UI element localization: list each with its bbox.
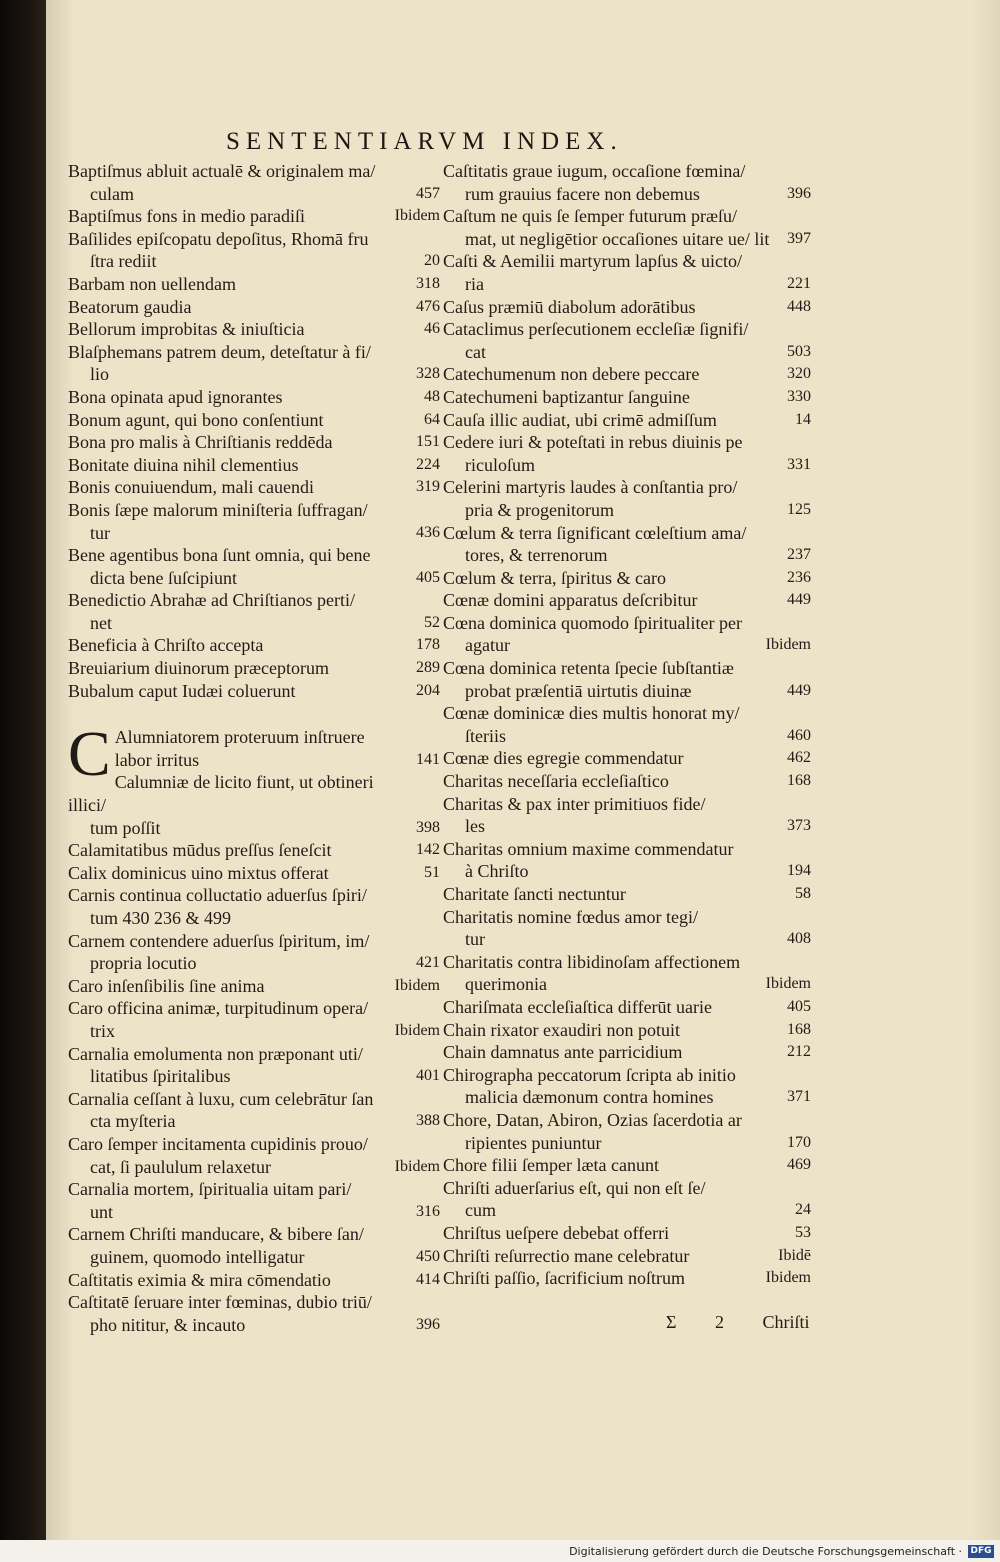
funding-credit: Digitalisierung gefördert durch die Deutsche Forschungsgemeinschaft · bbox=[569, 1545, 962, 1558]
index-entry bbox=[443, 1064, 811, 1109]
page-reference: Ibidem bbox=[765, 975, 811, 993]
entry-text: Bonis conuiuendum, mali cauendi bbox=[68, 477, 314, 498]
index-entry bbox=[68, 1269, 440, 1292]
page-reference: Ibidem bbox=[394, 1021, 440, 1039]
page-reference: 331 bbox=[787, 455, 811, 473]
page-reference: 398 bbox=[416, 818, 440, 836]
entry-text: Celerini martyris laudes à conſtantia pro/ bbox=[443, 477, 738, 498]
entry-text: Charitate ſancti nectuntur bbox=[443, 884, 626, 904]
page-reference: 289 bbox=[416, 659, 440, 677]
page-reference: 396 bbox=[787, 184, 811, 202]
index-entry bbox=[68, 1223, 440, 1268]
page-reference: 460 bbox=[787, 726, 811, 744]
entry-text: Calamitatibus mūdus preſſus ſeneſcit bbox=[68, 840, 332, 861]
entry-continuation: probat præſentiā uirtutis diuinæ bbox=[465, 680, 692, 701]
entry-text: Chore filii ſemper læta canunt bbox=[443, 1155, 659, 1176]
index-entry bbox=[68, 718, 440, 790]
entry-text: Carnalia emolumenta non præponant uti/ bbox=[68, 1043, 363, 1064]
entry-text: Baptiſmus abluit actualē & originalem ma/ bbox=[68, 161, 376, 181]
page-reference: 330 bbox=[787, 387, 811, 405]
index-entry bbox=[68, 454, 440, 477]
page-reference: 318 bbox=[416, 274, 440, 292]
entry-text: Charitas omnium maxime commendatur bbox=[443, 838, 734, 859]
page-reference: 457 bbox=[416, 184, 440, 202]
index-entry bbox=[443, 160, 811, 205]
entry-continuation: tum 430 236 & 499 bbox=[90, 908, 232, 928]
entry-continuation: cta myſteria bbox=[90, 1111, 176, 1132]
entry-continuation: cat bbox=[465, 341, 486, 362]
page-reference: Ibidem bbox=[394, 207, 440, 225]
entry-text: Baſilides epiſcopatu depoſitus, Rhomā fru bbox=[68, 228, 369, 249]
index-entry bbox=[68, 634, 440, 657]
right-column bbox=[443, 160, 811, 1290]
entry-text: Baptiſmus fons in medio paradiſi bbox=[68, 206, 305, 227]
page-reference: 178 bbox=[416, 636, 440, 654]
page-reference: 388 bbox=[416, 1112, 440, 1130]
dfg-logo-icon: DFG bbox=[968, 1545, 994, 1558]
index-entry bbox=[68, 341, 440, 386]
entry-text: Cœnæ dominicæ dies multis honorat my/ bbox=[443, 703, 740, 724]
entry-text: Cœlum & terra ſignificant cœleſtium ama/ bbox=[443, 522, 747, 543]
index-entry bbox=[443, 1267, 811, 1290]
index-entry bbox=[443, 386, 811, 409]
page-reference: 53 bbox=[795, 1223, 811, 1241]
entry-text: Chriſti paſſio, ſacrificium noſtrum bbox=[443, 1268, 685, 1289]
page-reference: 48 bbox=[424, 387, 440, 405]
entry-text: Chriſtus ueſpere debebat offerri bbox=[443, 1222, 670, 1243]
page-reference: 221 bbox=[787, 274, 811, 292]
entry-text: Cœna dominica quomodo ſpiritualiter per bbox=[443, 612, 742, 633]
entry-text: Carnalia ceſſant à luxu, cum celebrātur ſan bbox=[68, 1088, 374, 1109]
index-entry bbox=[68, 930, 440, 975]
index-entry bbox=[443, 363, 811, 386]
entry-text: Cauſa illic audiat, ubi crimē admiſſum bbox=[443, 409, 717, 430]
entry-continuation: culam bbox=[90, 183, 134, 204]
page-reference: Ibidē bbox=[778, 1246, 811, 1264]
index-entry bbox=[68, 318, 440, 341]
entry-continuation: net bbox=[90, 612, 112, 633]
page-reference: 503 bbox=[787, 342, 811, 360]
entry-text: Beatorum gaudia bbox=[68, 296, 192, 317]
index-entry bbox=[68, 680, 440, 703]
index-entry bbox=[443, 476, 811, 521]
entry-text: Bona pro malis à Chriſtianis reddēda bbox=[68, 432, 333, 453]
page-reference: 396 bbox=[416, 1315, 440, 1333]
index-entry bbox=[68, 409, 440, 432]
entry-text: Beneficia à Chriſto accepta bbox=[68, 635, 264, 656]
page-reference: 405 bbox=[787, 997, 811, 1015]
page-reference: 319 bbox=[416, 478, 440, 496]
page-reference: 58 bbox=[795, 885, 811, 902]
entry-text: Chore, Datan, Abiron, Ozias ſacerdotia ar bbox=[443, 1109, 742, 1130]
index-entry bbox=[443, 250, 811, 295]
page-reference: 170 bbox=[787, 1133, 811, 1151]
entry-text: Bonitate diuina nihil clementius bbox=[68, 454, 299, 475]
entry-text: Caſtitatis eximia & mira cōmendatio bbox=[68, 1269, 331, 1290]
entry-continuation: ſteriis bbox=[465, 725, 506, 746]
page-reference: 397 bbox=[787, 229, 811, 247]
page-reference: 64 bbox=[424, 410, 440, 428]
entry-continuation: unt bbox=[90, 1201, 114, 1222]
index-entry bbox=[68, 544, 440, 589]
catchword: Chriſti bbox=[762, 1312, 810, 1332]
page-reference: 46 bbox=[424, 320, 440, 338]
page-reference: 236 bbox=[787, 568, 811, 586]
entry-text: Cataclimus perſecutionem eccleſiæ ſignifi/ bbox=[443, 319, 749, 340]
index-entry bbox=[443, 1245, 811, 1268]
index-entry bbox=[443, 770, 811, 793]
index-entry bbox=[443, 1109, 811, 1154]
entry-continuation: rum grauius facere non debemus bbox=[465, 183, 700, 204]
index-entry bbox=[68, 771, 440, 839]
index-entry bbox=[68, 1178, 440, 1223]
index-entry bbox=[443, 1222, 811, 1245]
page-reference: 168 bbox=[787, 1020, 811, 1038]
page-reference: 449 bbox=[787, 591, 811, 609]
page-reference: Ibidem bbox=[394, 976, 440, 994]
footer-bar bbox=[0, 1540, 1000, 1562]
index-entry bbox=[443, 522, 811, 567]
page-reference: 414 bbox=[416, 1270, 440, 1288]
entry-continuation: pho nititur, & incauto bbox=[90, 1314, 246, 1335]
index-entry bbox=[68, 228, 440, 273]
entry-text: Charitas neceſſaria eccleſiaſtico bbox=[443, 771, 669, 792]
entry-text: Charitatis nomine fœdus amor tegi/ bbox=[443, 906, 698, 927]
index-entry bbox=[68, 205, 440, 228]
book-page bbox=[46, 0, 1000, 1540]
index-entry bbox=[443, 838, 811, 883]
index-entry bbox=[443, 883, 811, 906]
signature-mark: Σ 2 bbox=[666, 1312, 724, 1332]
page-reference: 20 bbox=[424, 252, 440, 270]
page-reference: 373 bbox=[787, 817, 811, 835]
entry-continuation: propria locutio bbox=[90, 953, 197, 974]
index-entry bbox=[68, 657, 440, 680]
entry-text: Carnem contendere aduerſus ſpiritum, im/ bbox=[68, 930, 370, 951]
entry-text: Caſtitatis graue iugum, occaſione fœmina/ bbox=[443, 161, 746, 181]
index-entry bbox=[68, 160, 440, 205]
entry-text: Chriſti reſurrectio mane celebratur bbox=[443, 1245, 690, 1266]
index-entry bbox=[68, 386, 440, 409]
page-signature-line bbox=[666, 1312, 810, 1333]
entry-text: Cœlum & terra, ſpiritus & caro bbox=[443, 567, 666, 588]
entry-text: Chriſti aduerſarius eſt, qui non eſt ſe/ bbox=[443, 1177, 706, 1198]
entry-text: Bene agentibus bona ſunt omnia, qui bene bbox=[68, 545, 371, 566]
entry-text: Carnalia mortem, ſpiritualia uitam pari/ bbox=[68, 1179, 352, 1200]
index-entry bbox=[68, 1291, 440, 1336]
index-entry bbox=[443, 318, 811, 363]
entry-continuation: labor irritus bbox=[114, 749, 200, 770]
entry-text: Chirographa peccatorum ſcripta ab initio bbox=[443, 1064, 736, 1085]
index-entry bbox=[443, 996, 811, 1019]
index-entry bbox=[443, 409, 811, 432]
entry-text: Carnis continua colluctatio aduerſus ſpiri/ bbox=[68, 885, 367, 906]
entry-continuation: ſtra rediit bbox=[90, 251, 157, 272]
index-entry bbox=[443, 747, 811, 770]
index-entry bbox=[443, 296, 811, 319]
index-entry bbox=[68, 997, 440, 1042]
index-entry bbox=[68, 431, 440, 454]
page-reference: 24 bbox=[795, 1201, 811, 1219]
page-reference: 204 bbox=[416, 681, 440, 699]
index-entry bbox=[68, 1088, 440, 1133]
index-entry bbox=[443, 793, 811, 838]
entry-continuation: lio bbox=[90, 364, 110, 385]
entry-text: Bonum agunt, qui bono conſentiunt bbox=[68, 409, 324, 430]
entry-text: Charitatis contra libidinoſam affectionem bbox=[443, 951, 741, 972]
entry-continuation: trix bbox=[90, 1020, 115, 1041]
entry-text: Caſti & Aemilii martyrum lapſus & uicto/ bbox=[443, 251, 742, 272]
index-entry bbox=[443, 1019, 811, 1042]
index-entry bbox=[443, 1041, 811, 1064]
index-entry bbox=[443, 906, 811, 951]
page-reference: 436 bbox=[416, 523, 440, 541]
entry-continuation: tores, & terrenorum bbox=[465, 545, 608, 566]
entry-continuation: tur bbox=[90, 522, 110, 543]
index-entry bbox=[68, 589, 440, 634]
page-reference: 168 bbox=[787, 772, 811, 790]
page-reference: 476 bbox=[416, 297, 440, 315]
index-entry bbox=[68, 499, 440, 544]
index-entry bbox=[68, 884, 440, 929]
index-entry bbox=[443, 702, 811, 747]
page-reference: 448 bbox=[787, 297, 811, 315]
page-reference: 141 bbox=[416, 750, 440, 768]
index-entry bbox=[443, 205, 811, 250]
index-entry bbox=[68, 1043, 440, 1088]
index-entry bbox=[68, 975, 440, 998]
entry-continuation: querimonia bbox=[465, 974, 547, 995]
entry-text: Carnem Chriſti manducare, & bibere ſan/ bbox=[68, 1224, 364, 1245]
entry-text: Calix dominicus uino mixtus offerat bbox=[68, 862, 329, 883]
entry-continuation: litatibus ſpiritalibus bbox=[90, 1066, 231, 1087]
page-reference: 408 bbox=[787, 930, 811, 948]
entry-continuation: tum poſſit bbox=[90, 817, 161, 838]
entry-text: Cedere iuri & poteſtati in rebus diuinis pe bbox=[443, 432, 743, 453]
page-reference: 450 bbox=[416, 1247, 440, 1265]
book-edge-shadow bbox=[0, 0, 46, 1562]
entry-text: Calumniæ de licito fiunt, ut obtineri illici/ bbox=[68, 772, 374, 816]
entry-continuation: ria bbox=[465, 273, 484, 294]
entry-text: Caro ſemper incitamenta cupidinis prouo/ bbox=[68, 1133, 368, 1154]
entry-continuation: guinem, quomodo intelligatur bbox=[90, 1246, 305, 1267]
page-reference: 194 bbox=[787, 862, 811, 880]
index-entry bbox=[443, 1177, 811, 1222]
entry-text: Catechumeni baptizantur ſanguine bbox=[443, 386, 690, 407]
page-reference: Ibidem bbox=[765, 636, 811, 654]
entry-text: Charitas & pax inter primitiuos fide/ bbox=[443, 793, 706, 814]
entry-text: Caſus præmiū diabolum adorātibus bbox=[443, 296, 696, 317]
entry-continuation: à Chriſto bbox=[465, 861, 529, 882]
page-reference: 320 bbox=[787, 365, 811, 383]
entry-text: Cœnæ dies egregie commendatur bbox=[443, 748, 684, 769]
page-reference: 224 bbox=[416, 455, 440, 473]
entry-continuation: riculoſum bbox=[465, 454, 535, 475]
entry-continuation: malicia dæmonum contra homines bbox=[465, 1087, 714, 1108]
page-reference: 469 bbox=[787, 1156, 811, 1174]
initial-letter: C bbox=[68, 718, 111, 790]
entry-continuation: ripientes puniuntur bbox=[465, 1132, 602, 1153]
entry-text: Catechumenum non debere peccare bbox=[443, 364, 700, 385]
entry-text: Bubalum caput Iudæi coluerunt bbox=[68, 680, 296, 701]
entry-text: Bellorum improbitas & iniuſticia bbox=[68, 319, 305, 340]
entry-text: Blaſphemans patrem deum, deteſtatur à fi/ bbox=[68, 341, 371, 362]
entry-text: Chain damnatus ante parricidium bbox=[443, 1042, 683, 1063]
entry-continuation: mat, ut negligētior occaſiones uitare ue/ lit bbox=[465, 228, 770, 249]
page-reference: 125 bbox=[787, 500, 811, 518]
index-entry bbox=[443, 1154, 811, 1177]
section-gap bbox=[68, 702, 440, 726]
entry-text: Caſtitatē ſeruare inter fœminas, dubio triū/ bbox=[68, 1292, 372, 1313]
entry-continuation: cat, ſi paululum relaxetur bbox=[90, 1156, 271, 1177]
index-entry bbox=[443, 657, 811, 702]
index-entry bbox=[68, 862, 440, 885]
page-reference: 449 bbox=[787, 681, 811, 699]
entry-text: Cœnæ domini apparatus deſcribitur bbox=[443, 590, 698, 611]
page-reference: 212 bbox=[787, 1043, 811, 1061]
entry-text: Caſtum ne quis ſe ſemper futurum præſu/ bbox=[443, 206, 737, 227]
entry-text: Breuiarium diuinorum præceptorum bbox=[68, 658, 329, 679]
entry-continuation: tur bbox=[465, 929, 485, 950]
page-reference: Ibidem bbox=[394, 1157, 440, 1175]
page-reference: 151 bbox=[416, 433, 440, 451]
page-reference: 401 bbox=[416, 1067, 440, 1085]
entry-continuation: agatur bbox=[465, 635, 510, 656]
index-entry bbox=[68, 273, 440, 296]
entry-continuation: dicta bene ſuſcipiunt bbox=[90, 567, 237, 588]
index-entry bbox=[443, 951, 811, 996]
page-reference: 371 bbox=[787, 1088, 811, 1106]
page-reference: 328 bbox=[416, 365, 440, 383]
entry-continuation: cum bbox=[465, 1200, 496, 1221]
left-column bbox=[68, 160, 440, 1336]
entry-text: Bona opinata apud ignorantes bbox=[68, 386, 283, 407]
page-reference: 14 bbox=[795, 410, 811, 428]
index-entry bbox=[68, 476, 440, 499]
page-reference: Ibidem bbox=[765, 1269, 811, 1287]
entry-text: Bonis ſæpe malorum miniſteria ſuffragan/ bbox=[68, 499, 368, 520]
entry-text: Chain rixator exaudiri non potuit bbox=[443, 1019, 680, 1040]
page-reference: 405 bbox=[416, 568, 440, 586]
index-entry bbox=[68, 296, 440, 319]
index-entry bbox=[68, 1133, 440, 1178]
index-entry bbox=[443, 567, 811, 590]
page-reference: 52 bbox=[424, 613, 440, 631]
entry-continuation: les bbox=[465, 816, 485, 837]
index-entry bbox=[443, 612, 811, 657]
entry-text: Caro officina animæ, turpitudinum opera/ bbox=[68, 998, 369, 1019]
page-reference: 316 bbox=[416, 1202, 440, 1220]
page-reference: 421 bbox=[416, 954, 440, 972]
entry-text: Cœna dominica retenta ſpecie ſubſtantiæ bbox=[443, 658, 734, 679]
page-reference: 462 bbox=[787, 749, 811, 767]
entry-continuation: pria & progenitorum bbox=[465, 499, 614, 520]
page-reference: 51 bbox=[424, 863, 440, 881]
page-header: SENTENTIARVM INDEX. bbox=[226, 128, 623, 155]
entry-text: Benedictio Abrahæ ad Chriſtianos perti/ bbox=[68, 590, 355, 611]
entry-text: Alumniatorem proteruum inſtruere bbox=[114, 727, 365, 748]
page-reference: 237 bbox=[787, 546, 811, 564]
entry-text: Caro inſenſibilis ſine anima bbox=[68, 975, 265, 996]
index-entry bbox=[443, 431, 811, 476]
page-reference: 142 bbox=[416, 841, 440, 859]
entry-text: Chariſmata eccleſiaſtica differūt uarie bbox=[443, 996, 713, 1017]
entry-text: Barbam non uellendam bbox=[68, 273, 236, 294]
index-entry bbox=[443, 589, 811, 612]
index-entry bbox=[68, 839, 440, 862]
